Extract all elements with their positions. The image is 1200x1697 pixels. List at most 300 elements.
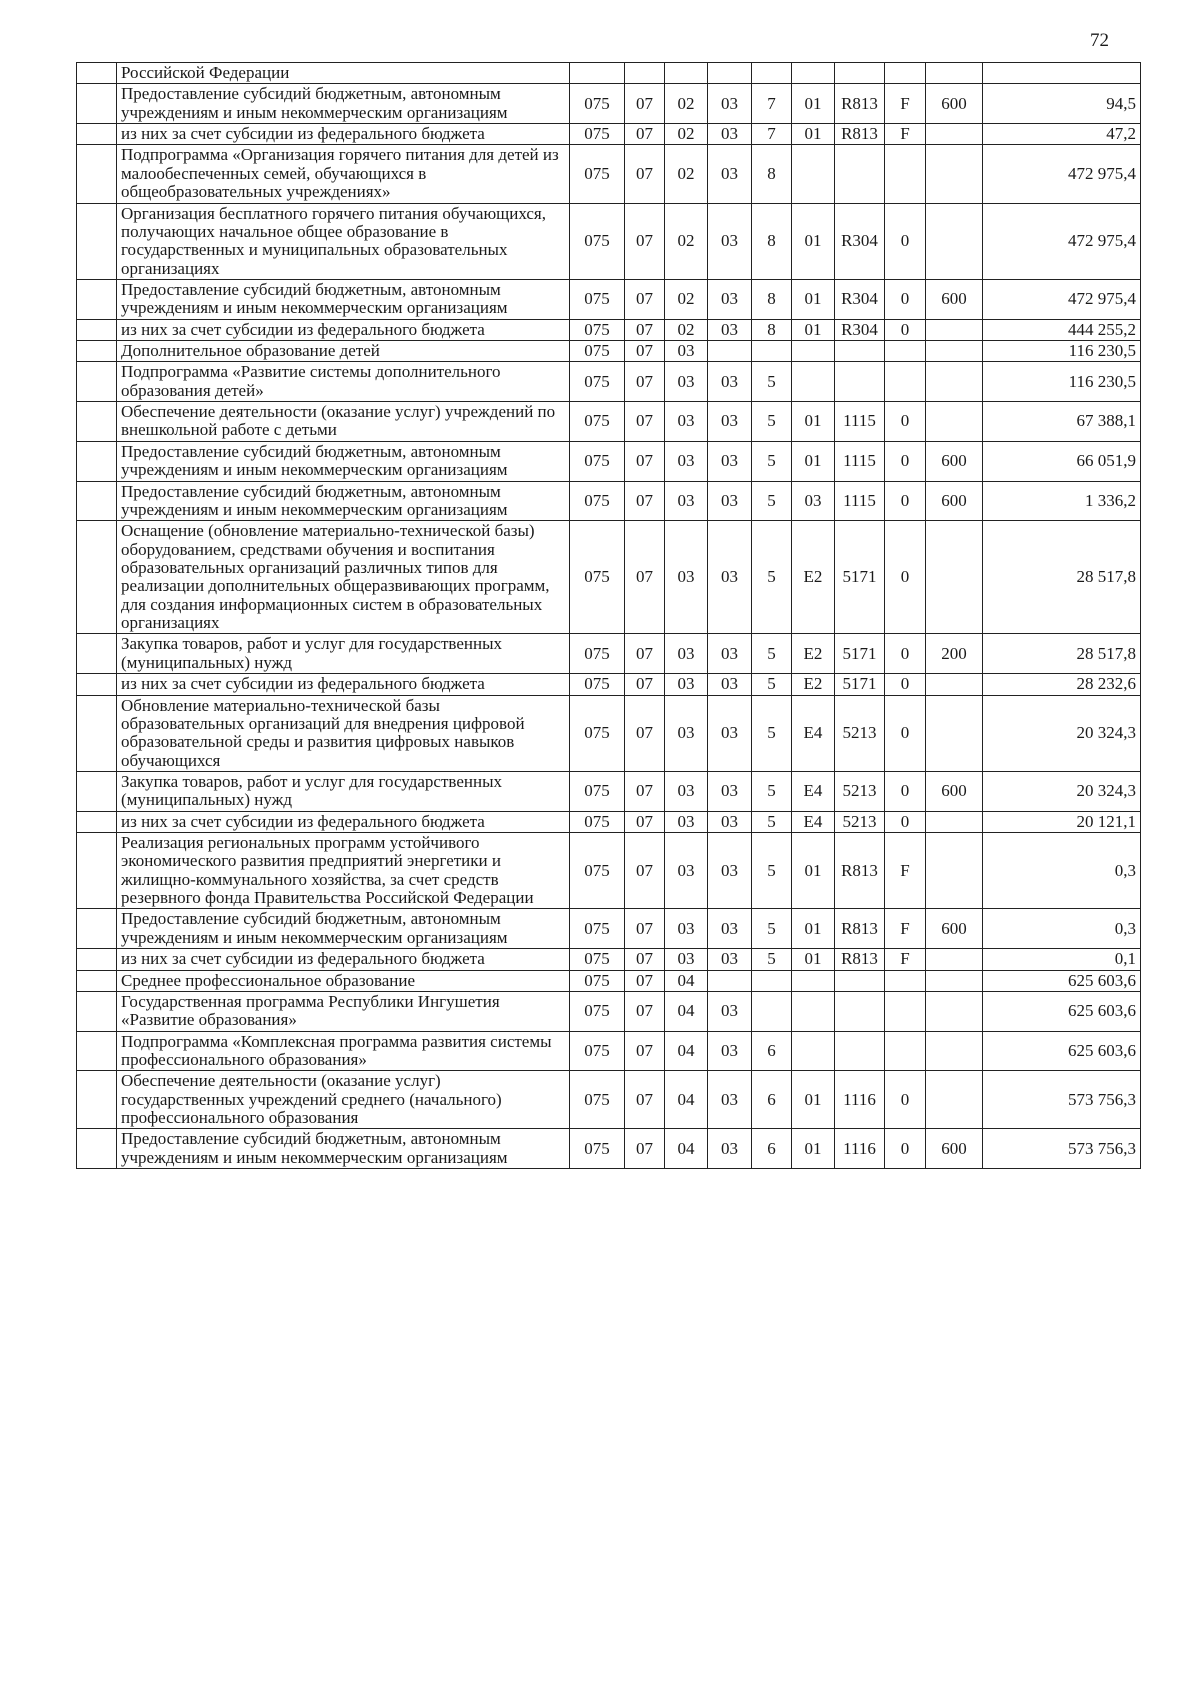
expense-type-code-cell bbox=[926, 970, 983, 991]
direction-suffix-cell: 0 bbox=[885, 441, 926, 481]
section-code-cell: 07 bbox=[625, 441, 665, 481]
section-code-cell: 07 bbox=[625, 949, 665, 970]
program-code-cell: 03 bbox=[708, 991, 752, 1031]
activity-code-cell bbox=[792, 991, 835, 1031]
subprogram-code-cell: 8 bbox=[752, 145, 792, 203]
gov-code-cell: 075 bbox=[570, 674, 625, 695]
row-marker-cell bbox=[77, 319, 117, 340]
subsection-code-cell: 02 bbox=[665, 203, 708, 279]
expense-type-code-cell bbox=[926, 63, 983, 84]
amount-cell: 20 121,1 bbox=[983, 811, 1141, 832]
direction-suffix-cell: 0 bbox=[885, 521, 926, 634]
direction-suffix-cell bbox=[885, 145, 926, 203]
program-code-cell bbox=[708, 970, 752, 991]
item-name-cell: из них за счет субсидии из федерального бюджета bbox=[117, 811, 570, 832]
subsection-code-cell: 03 bbox=[665, 909, 708, 949]
row-marker-cell bbox=[77, 441, 117, 481]
table-row bbox=[77, 949, 1141, 970]
row-marker-cell bbox=[77, 402, 117, 442]
program-code-cell: 03 bbox=[708, 909, 752, 949]
gov-code-cell: 075 bbox=[570, 634, 625, 674]
subprogram-code-cell: 5 bbox=[752, 674, 792, 695]
direction-suffix-cell: 0 bbox=[885, 674, 926, 695]
table-row bbox=[77, 695, 1141, 771]
amount-cell: 625 603,6 bbox=[983, 1031, 1141, 1071]
section-code-cell: 07 bbox=[625, 362, 665, 402]
section-code-cell: 07 bbox=[625, 970, 665, 991]
subprogram-code-cell: 5 bbox=[752, 771, 792, 811]
gov-code-cell bbox=[570, 63, 625, 84]
program-code-cell: 03 bbox=[708, 84, 752, 124]
subprogram-code-cell: 6 bbox=[752, 1071, 792, 1129]
item-name-cell: Предоставление субсидий бюджетным, автономным учреждениям и иным некоммерческим организациям bbox=[117, 441, 570, 481]
item-name-cell: Подпрограмма «Развитие системы дополнительного образования детей» bbox=[117, 362, 570, 402]
section-code-cell: 07 bbox=[625, 674, 665, 695]
amount-cell: 625 603,6 bbox=[983, 970, 1141, 991]
activity-code-cell bbox=[792, 63, 835, 84]
expense-type-code-cell: 600 bbox=[926, 84, 983, 124]
program-code-cell: 03 bbox=[708, 833, 752, 909]
subprogram-code-cell bbox=[752, 970, 792, 991]
gov-code-cell: 075 bbox=[570, 811, 625, 832]
subsection-code-cell: 03 bbox=[665, 481, 708, 521]
direction-suffix-cell: 0 bbox=[885, 279, 926, 319]
direction-suffix-cell bbox=[885, 362, 926, 402]
subsection-code-cell: 03 bbox=[665, 949, 708, 970]
subprogram-code-cell: 5 bbox=[752, 402, 792, 442]
direction-code-cell bbox=[835, 341, 885, 362]
amount-cell: 94,5 bbox=[983, 84, 1141, 124]
subprogram-code-cell: 5 bbox=[752, 634, 792, 674]
direction-suffix-cell: 0 bbox=[885, 319, 926, 340]
expense-type-code-cell bbox=[926, 203, 983, 279]
direction-code-cell: 1116 bbox=[835, 1071, 885, 1129]
gov-code-cell: 075 bbox=[570, 481, 625, 521]
subsection-code-cell: 03 bbox=[665, 341, 708, 362]
subsection-code-cell: 03 bbox=[665, 674, 708, 695]
row-marker-cell bbox=[77, 970, 117, 991]
direction-code-cell: R813 bbox=[835, 833, 885, 909]
item-name-cell: Предоставление субсидий бюджетным, автономным учреждениям и иным некоммерческим организациям bbox=[117, 279, 570, 319]
expense-type-code-cell: 600 bbox=[926, 279, 983, 319]
subprogram-code-cell: 7 bbox=[752, 84, 792, 124]
subprogram-code-cell: 5 bbox=[752, 909, 792, 949]
direction-code-cell: R304 bbox=[835, 203, 885, 279]
table-row bbox=[77, 970, 1141, 991]
amount-cell: 472 975,4 bbox=[983, 203, 1141, 279]
expense-type-code-cell bbox=[926, 695, 983, 771]
direction-code-cell bbox=[835, 970, 885, 991]
subsection-code-cell: 03 bbox=[665, 634, 708, 674]
expense-type-code-cell bbox=[926, 362, 983, 402]
program-code-cell: 03 bbox=[708, 1129, 752, 1169]
item-name-cell: из них за счет субсидии из федерального бюджета bbox=[117, 124, 570, 145]
activity-code-cell: 01 bbox=[792, 1071, 835, 1129]
subprogram-code-cell: 8 bbox=[752, 203, 792, 279]
program-code-cell: 03 bbox=[708, 481, 752, 521]
activity-code-cell: 01 bbox=[792, 402, 835, 442]
budget-table-body bbox=[77, 63, 1141, 1169]
program-code-cell: 03 bbox=[708, 771, 752, 811]
item-name-cell: Государственная программа Республики Ингушетия «Развитие образования» bbox=[117, 991, 570, 1031]
row-marker-cell bbox=[77, 124, 117, 145]
row-marker-cell bbox=[77, 279, 117, 319]
subsection-code-cell: 02 bbox=[665, 84, 708, 124]
row-marker-cell bbox=[77, 771, 117, 811]
section-code-cell: 07 bbox=[625, 203, 665, 279]
section-code-cell: 07 bbox=[625, 481, 665, 521]
gov-code-cell: 075 bbox=[570, 695, 625, 771]
amount-cell: 28 517,8 bbox=[983, 521, 1141, 634]
item-name-cell: Предоставление субсидий бюджетным, автономным учреждениям и иным некоммерческим организациям bbox=[117, 481, 570, 521]
amount-cell: 67 388,1 bbox=[983, 402, 1141, 442]
item-name-cell: Оснащение (обновление материально-технической базы) оборудованием, средствами обучения и воспитания образовательных организаций различных типов для реализации дополнительных общеразвивающих программ, для создания информационных систем в образовательных организациях bbox=[117, 521, 570, 634]
subprogram-code-cell: 5 bbox=[752, 362, 792, 402]
section-code-cell: 07 bbox=[625, 833, 665, 909]
gov-code-cell: 075 bbox=[570, 203, 625, 279]
row-marker-cell bbox=[77, 84, 117, 124]
table-row bbox=[77, 341, 1141, 362]
subsection-code-cell: 04 bbox=[665, 1129, 708, 1169]
item-name-cell: Дополнительное образование детей bbox=[117, 341, 570, 362]
direction-code-cell: 1115 bbox=[835, 402, 885, 442]
subprogram-code-cell: 6 bbox=[752, 1031, 792, 1071]
section-code-cell: 07 bbox=[625, 1129, 665, 1169]
section-code-cell: 07 bbox=[625, 1071, 665, 1129]
row-marker-cell bbox=[77, 909, 117, 949]
direction-code-cell bbox=[835, 1031, 885, 1071]
gov-code-cell: 075 bbox=[570, 909, 625, 949]
direction-code-cell: R304 bbox=[835, 319, 885, 340]
subsection-code-cell: 03 bbox=[665, 362, 708, 402]
section-code-cell: 07 bbox=[625, 1031, 665, 1071]
expense-type-code-cell: 600 bbox=[926, 771, 983, 811]
direction-code-cell: 5213 bbox=[835, 771, 885, 811]
activity-code-cell: 01 bbox=[792, 441, 835, 481]
expense-type-code-cell bbox=[926, 1071, 983, 1129]
direction-code-cell bbox=[835, 991, 885, 1031]
amount-cell: 116 230,5 bbox=[983, 362, 1141, 402]
item-name-cell: Предоставление субсидий бюджетным, автономным учреждениям и иным некоммерческим организациям bbox=[117, 1129, 570, 1169]
program-code-cell: 03 bbox=[708, 203, 752, 279]
row-marker-cell bbox=[77, 695, 117, 771]
direction-code-cell: 5213 bbox=[835, 811, 885, 832]
direction-suffix-cell bbox=[885, 63, 926, 84]
direction-code-cell: 5171 bbox=[835, 674, 885, 695]
row-marker-cell bbox=[77, 634, 117, 674]
gov-code-cell: 075 bbox=[570, 84, 625, 124]
amount-cell: 625 603,6 bbox=[983, 991, 1141, 1031]
expense-type-code-cell: 200 bbox=[926, 634, 983, 674]
program-code-cell: 03 bbox=[708, 1031, 752, 1071]
expense-type-code-cell bbox=[926, 991, 983, 1031]
amount-cell: 20 324,3 bbox=[983, 771, 1141, 811]
gov-code-cell: 075 bbox=[570, 279, 625, 319]
amount-cell: 472 975,4 bbox=[983, 145, 1141, 203]
activity-code-cell: 01 bbox=[792, 949, 835, 970]
subprogram-code-cell: 5 bbox=[752, 521, 792, 634]
program-code-cell: 03 bbox=[708, 634, 752, 674]
amount-cell: 20 324,3 bbox=[983, 695, 1141, 771]
section-code-cell: 07 bbox=[625, 991, 665, 1031]
direction-code-cell bbox=[835, 362, 885, 402]
program-code-cell bbox=[708, 63, 752, 84]
activity-code-cell bbox=[792, 1031, 835, 1071]
table-row bbox=[77, 481, 1141, 521]
table-row bbox=[77, 991, 1141, 1031]
direction-code-cell bbox=[835, 63, 885, 84]
subsection-code-cell: 03 bbox=[665, 441, 708, 481]
direction-code-cell: R813 bbox=[835, 124, 885, 145]
program-code-cell: 03 bbox=[708, 1071, 752, 1129]
amount-cell bbox=[983, 63, 1141, 84]
table-row bbox=[77, 909, 1141, 949]
gov-code-cell: 075 bbox=[570, 1129, 625, 1169]
subprogram-code-cell: 6 bbox=[752, 1129, 792, 1169]
row-marker-cell bbox=[77, 521, 117, 634]
row-marker-cell bbox=[77, 481, 117, 521]
direction-suffix-cell: 0 bbox=[885, 811, 926, 832]
direction-suffix-cell: F bbox=[885, 124, 926, 145]
table-row bbox=[77, 1071, 1141, 1129]
section-code-cell bbox=[625, 63, 665, 84]
gov-code-cell: 075 bbox=[570, 949, 625, 970]
direction-suffix-cell: 0 bbox=[885, 634, 926, 674]
activity-code-cell: 01 bbox=[792, 124, 835, 145]
amount-cell: 47,2 bbox=[983, 124, 1141, 145]
subprogram-code-cell: 5 bbox=[752, 481, 792, 521]
expense-type-code-cell bbox=[926, 1031, 983, 1071]
table-row bbox=[77, 1129, 1141, 1169]
item-name-cell: Российской Федерации bbox=[117, 63, 570, 84]
expense-type-code-cell bbox=[926, 674, 983, 695]
direction-suffix-cell: 0 bbox=[885, 771, 926, 811]
direction-code-cell bbox=[835, 145, 885, 203]
gov-code-cell: 075 bbox=[570, 1071, 625, 1129]
item-name-cell: из них за счет субсидии из федерального бюджета bbox=[117, 949, 570, 970]
expense-type-code-cell bbox=[926, 341, 983, 362]
gov-code-cell: 075 bbox=[570, 771, 625, 811]
table-row bbox=[77, 811, 1141, 832]
activity-code-cell: 01 bbox=[792, 279, 835, 319]
amount-cell: 573 756,3 bbox=[983, 1129, 1141, 1169]
gov-code-cell: 075 bbox=[570, 521, 625, 634]
row-marker-cell bbox=[77, 63, 117, 84]
item-name-cell: Закупка товаров, работ и услуг для государственных (муниципальных) нужд bbox=[117, 771, 570, 811]
direction-code-cell: 5213 bbox=[835, 695, 885, 771]
direction-suffix-cell bbox=[885, 1031, 926, 1071]
row-marker-cell bbox=[77, 674, 117, 695]
direction-code-cell: 5171 bbox=[835, 521, 885, 634]
section-code-cell: 07 bbox=[625, 124, 665, 145]
table-row bbox=[77, 84, 1141, 124]
section-code-cell: 07 bbox=[625, 319, 665, 340]
amount-cell: 444 255,2 bbox=[983, 319, 1141, 340]
program-code-cell: 03 bbox=[708, 949, 752, 970]
item-name-cell: Реализация региональных программ устойчивого экономического развития предприятий энергетики и жилищно-коммунального хозяйства, за счет средств резервного фонда Правительства Российской Федерации bbox=[117, 833, 570, 909]
activity-code-cell: 01 bbox=[792, 319, 835, 340]
subsection-code-cell: 03 bbox=[665, 771, 708, 811]
page-number: 72 bbox=[1090, 30, 1109, 51]
activity-code-cell bbox=[792, 970, 835, 991]
section-code-cell: 07 bbox=[625, 402, 665, 442]
program-code-cell: 03 bbox=[708, 441, 752, 481]
row-marker-cell bbox=[77, 949, 117, 970]
row-marker-cell bbox=[77, 341, 117, 362]
amount-cell: 116 230,5 bbox=[983, 341, 1141, 362]
expense-type-code-cell bbox=[926, 402, 983, 442]
program-code-cell: 03 bbox=[708, 145, 752, 203]
subprogram-code-cell: 5 bbox=[752, 833, 792, 909]
program-code-cell: 03 bbox=[708, 521, 752, 634]
subsection-code-cell: 03 bbox=[665, 402, 708, 442]
table-row bbox=[77, 63, 1141, 84]
activity-code-cell bbox=[792, 362, 835, 402]
activity-code-cell bbox=[792, 341, 835, 362]
amount-cell: 28 517,8 bbox=[983, 634, 1141, 674]
direction-suffix-cell: F bbox=[885, 833, 926, 909]
subprogram-code-cell bbox=[752, 991, 792, 1031]
section-code-cell: 07 bbox=[625, 811, 665, 832]
expense-type-code-cell bbox=[926, 145, 983, 203]
table-row bbox=[77, 124, 1141, 145]
direction-code-cell: 1116 bbox=[835, 1129, 885, 1169]
expense-type-code-cell bbox=[926, 949, 983, 970]
gov-code-cell: 075 bbox=[570, 145, 625, 203]
item-name-cell: Среднее профессиональное образование bbox=[117, 970, 570, 991]
expense-type-code-cell: 600 bbox=[926, 1129, 983, 1169]
direction-code-cell: 1115 bbox=[835, 481, 885, 521]
direction-code-cell: R813 bbox=[835, 909, 885, 949]
direction-code-cell: R813 bbox=[835, 949, 885, 970]
subsection-code-cell: 02 bbox=[665, 319, 708, 340]
gov-code-cell: 075 bbox=[570, 341, 625, 362]
activity-code-cell: 03 bbox=[792, 481, 835, 521]
program-code-cell: 03 bbox=[708, 319, 752, 340]
gov-code-cell: 075 bbox=[570, 362, 625, 402]
gov-code-cell: 075 bbox=[570, 319, 625, 340]
amount-cell: 0,3 bbox=[983, 833, 1141, 909]
subsection-code-cell: 02 bbox=[665, 279, 708, 319]
section-code-cell: 07 bbox=[625, 145, 665, 203]
direction-suffix-cell: 0 bbox=[885, 203, 926, 279]
direction-code-cell: 1115 bbox=[835, 441, 885, 481]
table-row bbox=[77, 145, 1141, 203]
table-row bbox=[77, 521, 1141, 634]
expense-type-code-cell bbox=[926, 833, 983, 909]
section-code-cell: 07 bbox=[625, 279, 665, 319]
direction-suffix-cell bbox=[885, 341, 926, 362]
table-row bbox=[77, 279, 1141, 319]
activity-code-cell: E2 bbox=[792, 634, 835, 674]
gov-code-cell: 075 bbox=[570, 833, 625, 909]
activity-code-cell: E2 bbox=[792, 521, 835, 634]
table-row bbox=[77, 362, 1141, 402]
table-row bbox=[77, 674, 1141, 695]
expense-type-code-cell bbox=[926, 521, 983, 634]
table-row bbox=[77, 402, 1141, 442]
item-name-cell: Подпрограмма «Организация горячего питания для детей из малообеспеченных семей, обучающихся в общеобразовательных учреждениях» bbox=[117, 145, 570, 203]
direction-suffix-cell: 0 bbox=[885, 1071, 926, 1129]
item-name-cell: Обеспечение деятельности (оказание услуг) учреждений по внешкольной работе с детьми bbox=[117, 402, 570, 442]
direction-suffix-cell: 0 bbox=[885, 1129, 926, 1169]
direction-suffix-cell: 0 bbox=[885, 402, 926, 442]
activity-code-cell: 01 bbox=[792, 1129, 835, 1169]
expense-type-code-cell bbox=[926, 811, 983, 832]
subsection-code-cell: 03 bbox=[665, 811, 708, 832]
direction-suffix-cell: F bbox=[885, 909, 926, 949]
subsection-code-cell: 04 bbox=[665, 1071, 708, 1129]
subprogram-code-cell: 8 bbox=[752, 319, 792, 340]
activity-code-cell: 01 bbox=[792, 909, 835, 949]
table-row bbox=[77, 771, 1141, 811]
program-code-cell bbox=[708, 341, 752, 362]
section-code-cell: 07 bbox=[625, 84, 665, 124]
direction-suffix-cell: F bbox=[885, 949, 926, 970]
gov-code-cell: 075 bbox=[570, 441, 625, 481]
subsection-code-cell: 02 bbox=[665, 145, 708, 203]
amount-cell: 28 232,6 bbox=[983, 674, 1141, 695]
subsection-code-cell: 03 bbox=[665, 833, 708, 909]
item-name-cell: Организация бесплатного горячего питания обучающихся, получающих начальное общее образование в государственных и муниципальных образовательных организациях bbox=[117, 203, 570, 279]
gov-code-cell: 075 bbox=[570, 991, 625, 1031]
activity-code-cell: 01 bbox=[792, 833, 835, 909]
section-code-cell: 07 bbox=[625, 909, 665, 949]
subsection-code-cell: 03 bbox=[665, 521, 708, 634]
section-code-cell: 07 bbox=[625, 695, 665, 771]
activity-code-cell: E4 bbox=[792, 811, 835, 832]
item-name-cell: Предоставление субсидий бюджетным, автономным учреждениям и иным некоммерческим организациям bbox=[117, 84, 570, 124]
activity-code-cell: E4 bbox=[792, 771, 835, 811]
subprogram-code-cell: 5 bbox=[752, 949, 792, 970]
gov-code-cell: 075 bbox=[570, 1031, 625, 1071]
amount-cell: 0,1 bbox=[983, 949, 1141, 970]
section-code-cell: 07 bbox=[625, 341, 665, 362]
expense-type-code-cell bbox=[926, 124, 983, 145]
subsection-code-cell: 04 bbox=[665, 991, 708, 1031]
section-code-cell: 07 bbox=[625, 771, 665, 811]
program-code-cell: 03 bbox=[708, 674, 752, 695]
table-row bbox=[77, 441, 1141, 481]
amount-cell: 0,3 bbox=[983, 909, 1141, 949]
subsection-code-cell bbox=[665, 63, 708, 84]
subsection-code-cell: 04 bbox=[665, 970, 708, 991]
row-marker-cell bbox=[77, 362, 117, 402]
row-marker-cell bbox=[77, 1031, 117, 1071]
item-name-cell: Закупка товаров, работ и услуг для государственных (муниципальных) нужд bbox=[117, 634, 570, 674]
activity-code-cell: E4 bbox=[792, 695, 835, 771]
subprogram-code-cell: 5 bbox=[752, 811, 792, 832]
subprogram-code-cell bbox=[752, 63, 792, 84]
subsection-code-cell: 02 bbox=[665, 124, 708, 145]
table-row bbox=[77, 319, 1141, 340]
expense-type-code-cell bbox=[926, 319, 983, 340]
table-row bbox=[77, 833, 1141, 909]
subprogram-code-cell: 7 bbox=[752, 124, 792, 145]
activity-code-cell: 01 bbox=[792, 84, 835, 124]
amount-cell: 573 756,3 bbox=[983, 1071, 1141, 1129]
amount-cell: 66 051,9 bbox=[983, 441, 1141, 481]
direction-code-cell: 5171 bbox=[835, 634, 885, 674]
program-code-cell: 03 bbox=[708, 811, 752, 832]
direction-suffix-cell: 0 bbox=[885, 695, 926, 771]
gov-code-cell: 075 bbox=[570, 402, 625, 442]
gov-code-cell: 075 bbox=[570, 124, 625, 145]
expense-type-code-cell: 600 bbox=[926, 481, 983, 521]
section-code-cell: 07 bbox=[625, 521, 665, 634]
item-name-cell: Обновление материально-технической базы образовательных организаций для внедрения цифровой образовательной среды и развития цифровых навыков обучающихся bbox=[117, 695, 570, 771]
activity-code-cell: 01 bbox=[792, 203, 835, 279]
